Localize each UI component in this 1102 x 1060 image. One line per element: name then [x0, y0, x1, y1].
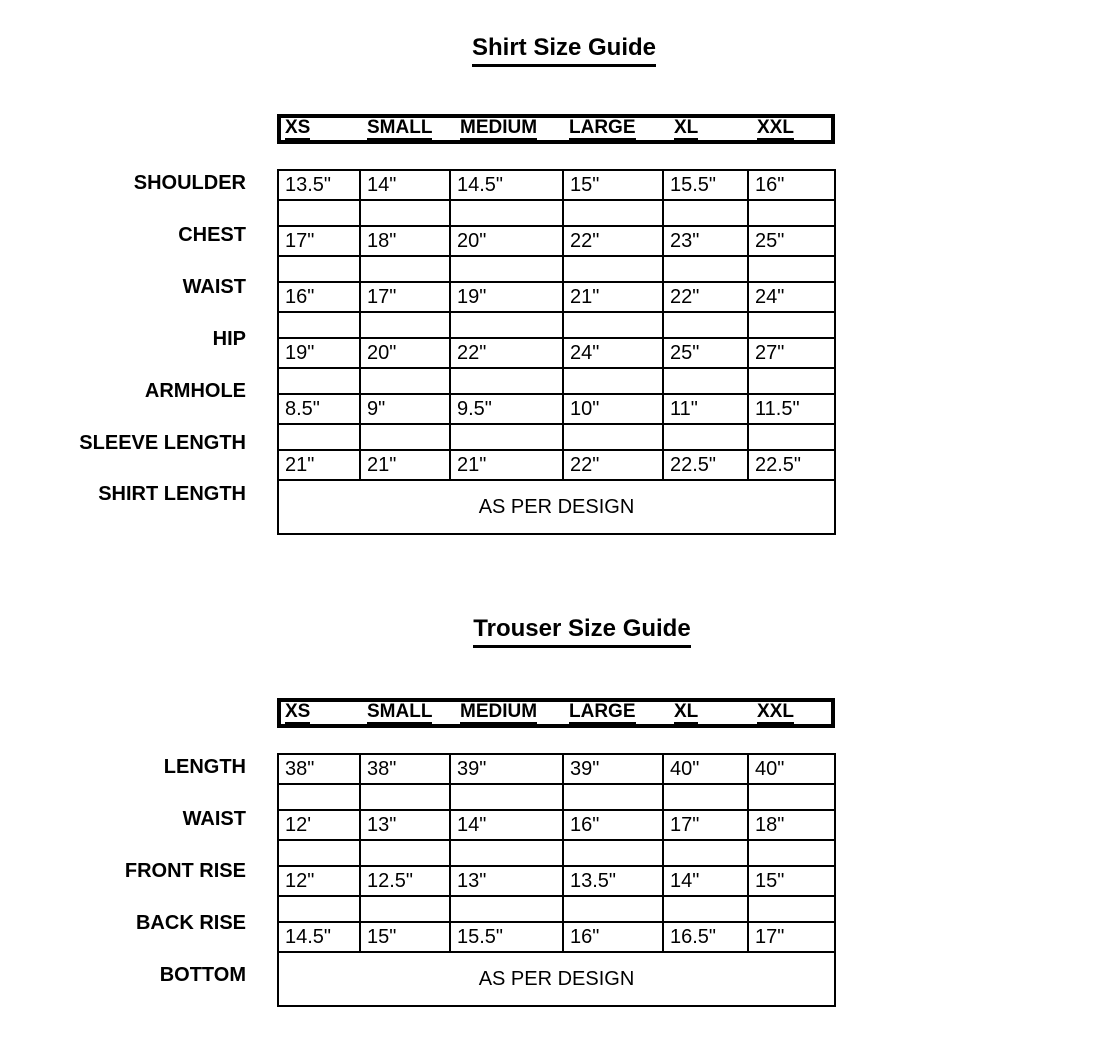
shirt-shoulder-row	[278, 170, 835, 200]
row-label-waist: WAIST	[182, 808, 246, 830]
size-value-cell: 19"	[278, 338, 360, 368]
spacer-cell	[278, 256, 360, 282]
spacer-cell	[278, 784, 360, 810]
spacer-row	[278, 200, 835, 226]
size-value-cell: 15"	[563, 170, 663, 200]
size-value-cell: 16"	[563, 922, 663, 952]
row-label-chest: CHEST	[178, 224, 246, 246]
spacer-cell	[748, 312, 835, 338]
size-value-cell: 13.5"	[563, 866, 663, 896]
size-value-cell: 15.5"	[450, 922, 563, 952]
spacer-cell	[563, 312, 663, 338]
spacer-cell	[450, 424, 563, 450]
spacer-cell	[663, 896, 748, 922]
spacer-cell	[450, 840, 563, 866]
spacer-cell	[360, 896, 450, 922]
size-value-cell: 16.5"	[663, 922, 748, 952]
size-value-cell: 17"	[278, 226, 360, 256]
size-value-cell: 22"	[563, 450, 663, 480]
size-value-cell: 12'	[278, 810, 360, 840]
size-value-cell: 18"	[748, 810, 835, 840]
shirt-size-header-xl: XL	[674, 117, 699, 138]
row-label-shirt-length: SHIRT LENGTH	[98, 483, 246, 505]
trouser-size-table	[277, 753, 836, 1007]
spacer-cell	[563, 368, 663, 394]
spacer-cell	[563, 840, 663, 866]
size-value-cell: 11.5"	[748, 394, 835, 424]
size-value-cell: 9.5"	[450, 394, 563, 424]
row-label-hip: HIP	[212, 328, 246, 350]
as-per-design-cell: AS PER DESIGN	[278, 480, 835, 534]
trouser-front-rise-row	[278, 866, 835, 896]
size-value-cell: 14.5"	[278, 922, 360, 952]
size-value-cell: 12"	[278, 866, 360, 896]
spacer-cell	[278, 896, 360, 922]
size-value-cell: 24"	[563, 338, 663, 368]
spacer-cell	[360, 784, 450, 810]
spacer-cell	[663, 368, 748, 394]
size-value-cell: 8.5"	[278, 394, 360, 424]
spacer-cell	[748, 424, 835, 450]
size-value-cell: 13"	[360, 810, 450, 840]
spacer-cell	[360, 840, 450, 866]
size-value-cell: 40"	[748, 754, 835, 784]
spacer-row	[278, 896, 835, 922]
spacer-cell	[663, 840, 748, 866]
trouser-size-header	[277, 698, 835, 728]
size-value-cell: 21"	[563, 282, 663, 312]
spacer-cell	[360, 424, 450, 450]
size-value-cell: 24"	[748, 282, 835, 312]
shirt-size-header-xs: XS	[285, 117, 311, 138]
size-value-cell: 38"	[278, 754, 360, 784]
size-value-cell: 21"	[360, 450, 450, 480]
spacer-cell	[360, 200, 450, 226]
size-value-cell: 13"	[450, 866, 563, 896]
trouser-size-header-large: LARGE	[569, 701, 636, 722]
size-value-cell: 15"	[360, 922, 450, 952]
size-value-cell: 27"	[748, 338, 835, 368]
size-value-cell: 22.5"	[663, 450, 748, 480]
spacer-cell	[278, 840, 360, 866]
trouser-length-row	[278, 754, 835, 784]
size-value-cell: 16"	[278, 282, 360, 312]
spacer-cell	[663, 784, 748, 810]
spacer-row	[278, 312, 835, 338]
spacer-row	[278, 784, 835, 810]
trouser-size-header-small: SMALL	[367, 701, 433, 722]
size-value-cell: 9"	[360, 394, 450, 424]
size-value-cell: 15"	[748, 866, 835, 896]
shirt-size-table	[277, 169, 836, 535]
spacer-row	[278, 256, 835, 282]
spacer-cell	[450, 896, 563, 922]
size-value-cell: 16"	[748, 170, 835, 200]
spacer-cell	[450, 256, 563, 282]
spacer-cell	[748, 256, 835, 282]
spacer-cell	[748, 368, 835, 394]
size-value-cell: 22"	[663, 282, 748, 312]
spacer-cell	[360, 312, 450, 338]
size-value-cell: 11"	[663, 394, 748, 424]
shirt-length-row	[278, 480, 835, 534]
size-value-cell: 16"	[563, 810, 663, 840]
shirt-size-header-xxl: XXL	[757, 117, 794, 138]
spacer-cell	[748, 784, 835, 810]
row-label-shoulder: SHOULDER	[133, 172, 246, 194]
spacer-cell	[663, 312, 748, 338]
trouser-bottom-row	[278, 952, 835, 1006]
spacer-cell	[563, 424, 663, 450]
shirt-size-header-large: LARGE	[569, 117, 636, 138]
spacer-cell	[278, 200, 360, 226]
size-value-cell: 15.5"	[663, 170, 748, 200]
spacer-cell	[663, 256, 748, 282]
size-value-cell: 40"	[663, 754, 748, 784]
spacer-cell	[278, 368, 360, 394]
trouser-waist-row	[278, 810, 835, 840]
size-value-cell: 38"	[360, 754, 450, 784]
size-value-cell: 14.5"	[450, 170, 563, 200]
spacer-cell	[563, 200, 663, 226]
size-value-cell: 14"	[360, 170, 450, 200]
size-value-cell: 22"	[450, 338, 563, 368]
size-value-cell: 22"	[563, 226, 663, 256]
size-value-cell: 19"	[450, 282, 563, 312]
spacer-cell	[663, 200, 748, 226]
spacer-cell	[563, 896, 663, 922]
spacer-cell	[360, 368, 450, 394]
shirt-size-header	[277, 114, 835, 144]
size-value-cell: 13.5"	[278, 170, 360, 200]
spacer-cell	[278, 424, 360, 450]
size-value-cell: 18"	[360, 226, 450, 256]
spacer-cell	[450, 784, 563, 810]
size-value-cell: 14"	[450, 810, 563, 840]
spacer-row	[278, 368, 835, 394]
size-value-cell: 14"	[663, 866, 748, 896]
spacer-cell	[360, 256, 450, 282]
size-value-cell: 25"	[748, 226, 835, 256]
size-value-cell: 17"	[360, 282, 450, 312]
spacer-cell	[748, 840, 835, 866]
size-value-cell: 25"	[663, 338, 748, 368]
spacer-row	[278, 840, 835, 866]
shirt-armhole-row	[278, 394, 835, 424]
row-label-front-rise: FRONT RISE	[124, 860, 246, 882]
as-per-design-cell: AS PER DESIGN	[278, 952, 835, 1006]
shirt-sleeve-length-row	[278, 450, 835, 480]
size-value-cell: 39"	[450, 754, 563, 784]
size-value-cell: 12.5"	[360, 866, 450, 896]
size-value-cell: 17"	[748, 922, 835, 952]
shirt-chest-row	[278, 226, 835, 256]
spacer-cell	[450, 200, 563, 226]
shirt-size-header-small: SMALL	[367, 117, 433, 138]
spacer-cell	[563, 256, 663, 282]
size-value-cell: 20"	[450, 226, 563, 256]
size-value-cell: 21"	[278, 450, 360, 480]
trouser-size-header-medium: MEDIUM	[460, 701, 538, 722]
row-label-armhole: ARMHOLE	[144, 380, 246, 402]
shirt-hip-row	[278, 338, 835, 368]
shirt-waist-row	[278, 282, 835, 312]
spacer-cell	[278, 312, 360, 338]
size-value-cell: 22.5"	[748, 450, 835, 480]
trouser-guide-title	[278, 615, 886, 648]
row-label-sleeve-length: SLEEVE LENGTH	[79, 432, 246, 454]
size-value-cell: 39"	[563, 754, 663, 784]
spacer-cell	[450, 312, 563, 338]
trouser-size-header-xxl: XXL	[757, 701, 794, 722]
shirt-guide-title	[278, 34, 850, 67]
row-label-waist: WAIST	[182, 276, 246, 298]
spacer-cell	[663, 424, 748, 450]
size-value-cell: 21"	[450, 450, 563, 480]
trouser-guide-title-text: Trouser Size Guide	[473, 615, 690, 648]
trouser-size-header-xl: XL	[674, 701, 699, 722]
row-label-length: LENGTH	[163, 756, 246, 778]
size-value-cell: 10"	[563, 394, 663, 424]
row-label-bottom: BOTTOM	[159, 964, 246, 986]
spacer-cell	[748, 200, 835, 226]
trouser-back-rise-row	[278, 922, 835, 952]
shirt-size-header-medium: MEDIUM	[460, 117, 538, 138]
row-label-back-rise: BACK RISE	[135, 912, 246, 934]
spacer-cell	[450, 368, 563, 394]
spacer-cell	[563, 784, 663, 810]
shirt-guide-title-text: Shirt Size Guide	[472, 34, 656, 67]
trouser-size-header-xs: XS	[285, 701, 311, 722]
spacer-cell	[748, 896, 835, 922]
size-value-cell: 20"	[360, 338, 450, 368]
size-value-cell: 23"	[663, 226, 748, 256]
size-value-cell: 17"	[663, 810, 748, 840]
spacer-row	[278, 424, 835, 450]
